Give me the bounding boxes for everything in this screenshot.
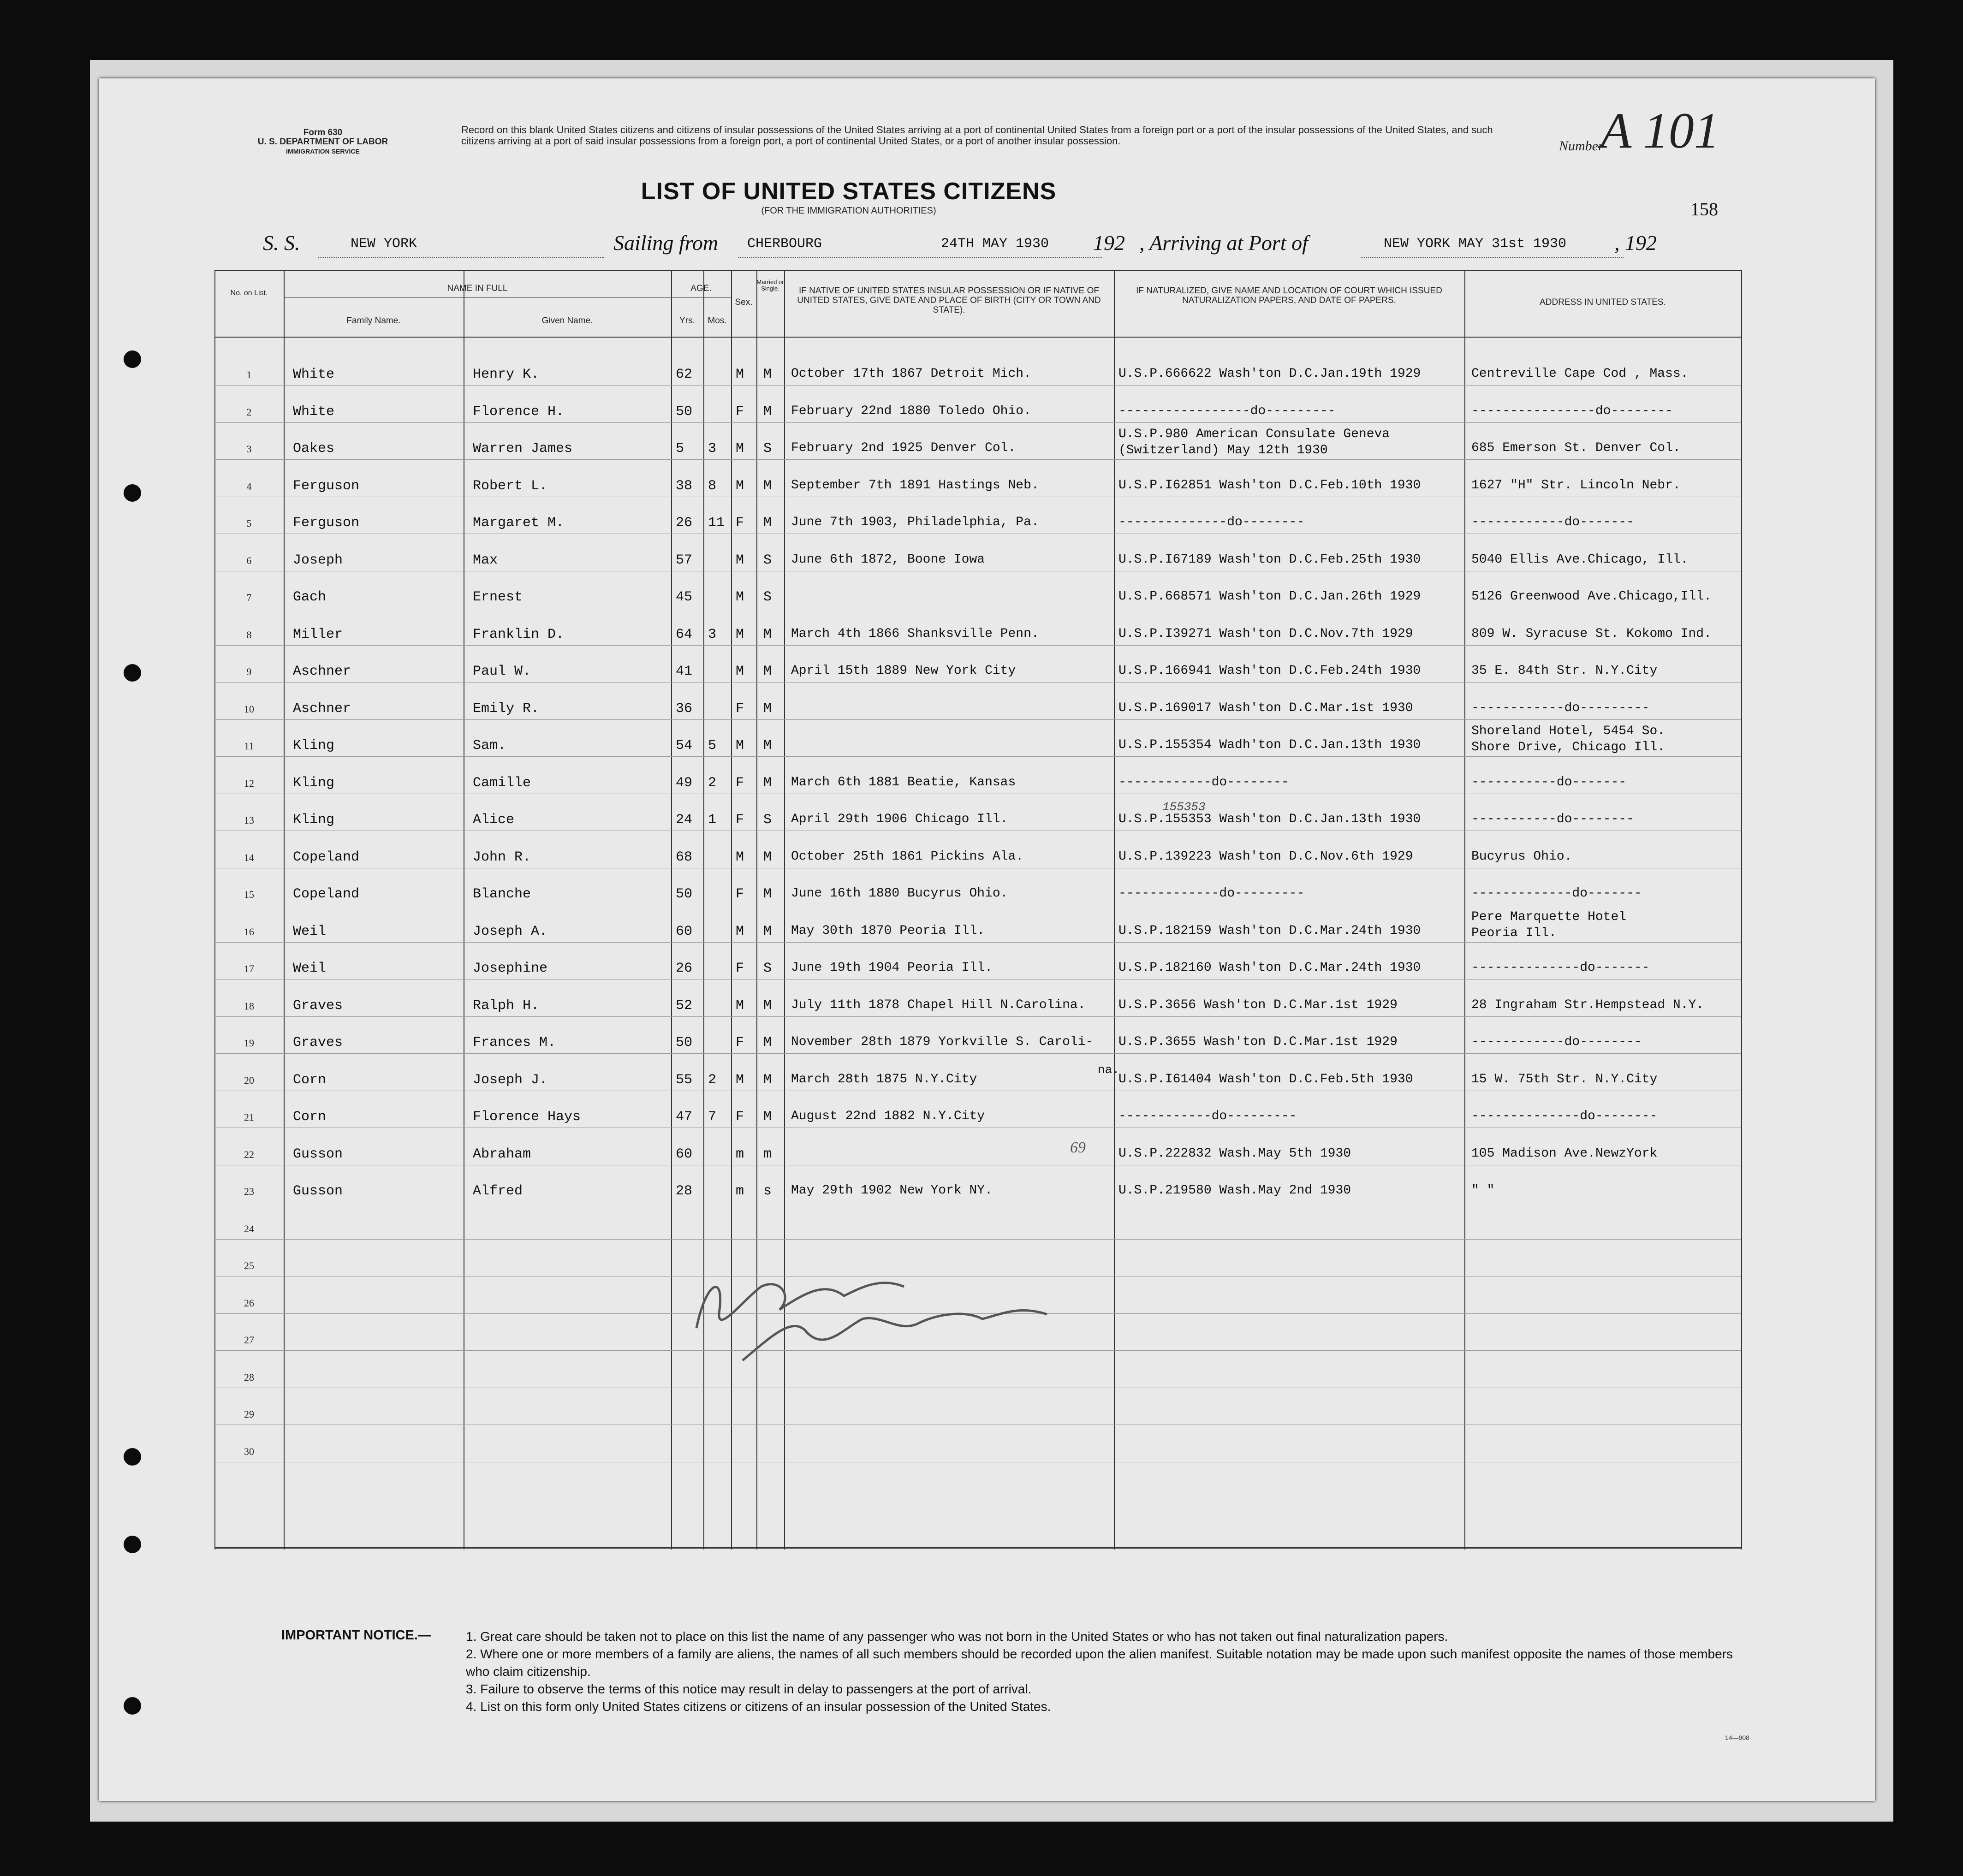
- family-name: Corn: [293, 1072, 327, 1088]
- given-name: Joseph A.: [473, 923, 548, 939]
- age-months: 8: [708, 478, 717, 494]
- naturalization-info-line2: (Switzerland) May 12th 1930: [1118, 443, 1328, 457]
- notice-list: [466, 1628, 1757, 1716]
- age-years: 28: [676, 1183, 693, 1199]
- age-years: 64: [676, 626, 693, 642]
- given-name: Alice: [473, 812, 515, 828]
- col-header-married: Married or Single.: [756, 279, 784, 292]
- row-number: 20: [244, 1074, 254, 1086]
- age-months: 7: [708, 1109, 717, 1125]
- naturalization-info: U.S.P.I39271 Wash'ton D.C.Nov.7th 1929: [1118, 626, 1413, 641]
- ship-name: NEW YORK: [351, 236, 417, 252]
- col-header-no: No. on List.: [230, 289, 268, 297]
- marital-status: M: [763, 849, 772, 865]
- age-years: 60: [676, 1146, 693, 1162]
- binder-hole: [124, 1448, 141, 1466]
- marital-status: S: [763, 552, 772, 568]
- form-code: 14—908: [1725, 1734, 1749, 1741]
- birth-info: February 2nd 1925 Denver Col.: [791, 441, 1016, 455]
- row-number: 14: [244, 851, 254, 863]
- naturalization-info: U.S.P.222832 Wash.May 5th 1930: [1118, 1146, 1351, 1161]
- birth-info: April 29th 1906 Chicago Ill.: [791, 812, 1008, 826]
- marital-status: M: [763, 886, 772, 902]
- marital-status: M: [763, 367, 772, 382]
- row-number: 6: [246, 554, 252, 566]
- given-name: Franklin D.: [473, 626, 565, 642]
- given-name: Sam.: [473, 738, 506, 754]
- family-name: Oakes: [293, 441, 335, 457]
- naturalization-info: -------------do---------: [1118, 886, 1305, 901]
- sex: F: [736, 1109, 744, 1125]
- age-years: 55: [676, 1072, 693, 1088]
- year-suffix-2: , 192: [1614, 231, 1657, 255]
- row-rule: [214, 385, 1741, 386]
- given-name: Joseph J.: [473, 1072, 548, 1088]
- age-group-rule: [671, 297, 731, 298]
- given-name: Camille: [473, 775, 531, 791]
- age-years: 57: [676, 552, 693, 568]
- family-name: Aschner: [293, 701, 351, 717]
- marital-status: M: [763, 664, 772, 679]
- page-subtitle: (FOR THE IMMIGRATION AUTHORITIES): [761, 206, 936, 216]
- notice-item: 1. Great care should be taken not to place on this list the name of any passenger who was not born in the United States or who has not taken out final naturalization papers.: [466, 1629, 1448, 1644]
- given-name: Max: [473, 552, 498, 568]
- department-name: U. S. DEPARTMENT OF LABOR: [257, 137, 388, 147]
- family-name: Miller: [293, 626, 343, 642]
- family-name: Weil: [293, 923, 327, 939]
- given-name: Paul W.: [473, 664, 531, 679]
- birth-info: February 22nd 1880 Toledo Ohio.: [791, 404, 1031, 418]
- address: Centreville Cape Cod , Mass.: [1471, 367, 1689, 381]
- given-name: Alfred: [473, 1183, 523, 1199]
- naturalization-info: ------------do---------: [1118, 1109, 1297, 1123]
- family-name: Joseph: [293, 552, 343, 568]
- row-number: 8: [246, 629, 252, 641]
- name-group-rule: [284, 297, 671, 298]
- naturalization-info: U.S.P.I62851 Wash'ton D.C.Feb.10th 1930: [1118, 478, 1421, 493]
- family-name: Ferguson: [293, 478, 360, 494]
- address: --------------do-------: [1471, 961, 1650, 975]
- sailing-underline: [738, 256, 1102, 258]
- col-header-yrs: Yrs.: [679, 316, 695, 326]
- marital-status: S: [763, 812, 772, 828]
- list-number: A 101: [1600, 102, 1719, 159]
- row-number: 5: [246, 517, 252, 529]
- age-years: 38: [676, 478, 693, 494]
- marital-status: M: [763, 997, 772, 1014]
- naturalization-info: U.S.P.139223 Wash'ton D.C.Nov.6th 1929: [1118, 849, 1413, 864]
- row-number: 24: [244, 1223, 254, 1235]
- row-number: 3: [246, 443, 252, 455]
- birth-info: October 25th 1861 Pickins Ala.: [791, 849, 1024, 864]
- marital-status: s: [763, 1183, 772, 1199]
- address: Pere Marquette Hotel: [1471, 909, 1627, 924]
- address: 1627 "H" Str. Lincoln Nebr.: [1471, 478, 1681, 493]
- marital-status: S: [763, 961, 772, 976]
- binder-hole: [124, 1536, 141, 1553]
- margin-note: 69: [1070, 1139, 1086, 1156]
- given-name: Florence H.: [473, 404, 565, 420]
- sex: M: [736, 478, 744, 494]
- number-correction: 155353: [1162, 800, 1206, 814]
- address: --------------do--------: [1471, 1109, 1658, 1123]
- number-label: Number: [1559, 138, 1604, 154]
- address: 28 Ingraham Str.Hempstead N.Y.: [1471, 997, 1704, 1012]
- notice-heading: IMPORTANT NOTICE.—: [281, 1628, 431, 1643]
- address: -----------do--------: [1471, 812, 1634, 826]
- marital-status: M: [763, 404, 772, 420]
- binder-hole: [124, 1697, 141, 1715]
- sex: F: [736, 515, 744, 531]
- marital-status: M: [763, 701, 772, 717]
- binder-hole: [124, 484, 141, 502]
- sex: F: [736, 404, 744, 420]
- sex: F: [736, 701, 744, 717]
- row-number: 29: [244, 1408, 254, 1420]
- sex: M: [736, 626, 744, 642]
- row-number: 18: [244, 1000, 254, 1012]
- family-name: White: [293, 367, 335, 382]
- row-rule: [214, 1053, 1741, 1054]
- given-name: Frances M.: [473, 1035, 556, 1051]
- address: 809 W. Syracuse St. Kokomo Ind.: [1471, 626, 1712, 641]
- age-years: 49: [676, 775, 693, 791]
- family-name: Graves: [293, 997, 343, 1014]
- family-name: Corn: [293, 1109, 327, 1125]
- row-number: 17: [244, 963, 254, 974]
- age-months: 3: [708, 626, 717, 642]
- row-rule: [214, 1239, 1741, 1240]
- port-from: CHERBOURG: [747, 236, 822, 252]
- given-name: Florence Hays: [473, 1109, 581, 1125]
- sex: m: [736, 1146, 744, 1162]
- birth-info: June 7th 1903, Philadelphia, Pa.: [791, 515, 1039, 529]
- age-months: 2: [708, 1072, 717, 1088]
- row-number: 30: [244, 1445, 254, 1457]
- birth-info: July 11th 1878 Chapel Hill N.Carolina.: [791, 997, 1086, 1012]
- row-rule: [214, 1016, 1741, 1017]
- sex: M: [736, 738, 744, 754]
- address: 685 Emerson St. Denver Col.: [1471, 441, 1681, 455]
- naturalization-info: U.S.P.3655 Wash'ton D.C.Mar.1st 1929: [1118, 1035, 1398, 1049]
- given-name: Ralph H.: [473, 997, 540, 1014]
- marital-status: M: [763, 1035, 772, 1051]
- sail-date: 24TH MAY 1930: [941, 236, 1049, 252]
- sex: F: [736, 775, 744, 791]
- birth-info: April 15th 1889 New York City: [791, 664, 1016, 678]
- family-name: White: [293, 404, 335, 420]
- birth-info: June 6th 1872, Boone Iowa: [791, 552, 985, 567]
- naturalization-info: U.S.P.166941 Wash'ton D.C.Feb.24th 1930: [1118, 664, 1421, 678]
- family-name: Weil: [293, 961, 327, 976]
- row-number: 22: [244, 1148, 254, 1160]
- sex: F: [736, 1035, 744, 1051]
- age-years: 62: [676, 367, 693, 382]
- address-line2: Shore Drive, Chicago Ill.: [1471, 740, 1666, 754]
- given-name: Warren James: [473, 441, 573, 457]
- col-divider: [671, 270, 672, 1549]
- address: " ": [1471, 1183, 1495, 1198]
- row-rule: [214, 756, 1741, 757]
- naturalization-info: --------------do--------: [1118, 515, 1305, 529]
- family-name: Gach: [293, 589, 327, 605]
- naturalization-info: U.S.P.980 American Consulate Geneva: [1118, 427, 1390, 441]
- address: -----------do-------: [1471, 775, 1627, 790]
- address: 15 W. 75th Str. N.Y.City: [1471, 1072, 1658, 1086]
- given-name: Abraham: [473, 1146, 531, 1162]
- row-number: 7: [246, 592, 252, 603]
- birth-info: March 28th 1875 N.Y.City: [791, 1072, 977, 1086]
- family-name: Kling: [293, 812, 335, 828]
- col-divider: [214, 270, 215, 1549]
- marital-status: M: [763, 738, 772, 754]
- naturalization-info: U.S.P.182160 Wash'ton D.C.Mar.24th 1930: [1118, 961, 1421, 975]
- address: 35 E. 84th Str. N.Y.City: [1471, 664, 1658, 678]
- naturalization-info: U.S.P.666622 Wash'ton D.C.Jan.19th 1929: [1118, 367, 1421, 381]
- birth-info: May 29th 1902 New York NY.: [791, 1183, 993, 1198]
- naturalization-info: U.S.P.169017 Wash'ton D.C.Mar.1st 1930: [1118, 701, 1413, 715]
- age-years: 50: [676, 1035, 693, 1051]
- age-years: 45: [676, 589, 693, 605]
- sex: M: [736, 367, 744, 382]
- table-top-border: [214, 270, 1741, 271]
- binder-hole: [1939, 1526, 1957, 1544]
- naturalization-info: ------------do--------: [1118, 775, 1289, 790]
- sex: M: [736, 1072, 744, 1088]
- naturalization-info: U.S.P.668571 Wash'ton D.C.Jan.26th 1929: [1118, 589, 1421, 604]
- col-divider: [1464, 270, 1465, 1549]
- age-years: 60: [676, 923, 693, 939]
- col-header-sex: Sex.: [735, 297, 753, 307]
- col-header-mos: Mos.: [708, 316, 727, 326]
- notice-item: 2. Where one or more members of a family are aliens, the names of all such members should be recorded upon the alien manifest. Suitable notation may be made upon such manifest opposite the names of those members who claim citizenship.: [466, 1647, 1733, 1679]
- col-header-family: Family Name.: [346, 316, 401, 326]
- row-number: 26: [244, 1297, 254, 1309]
- marital-status: S: [763, 589, 772, 605]
- given-name: Henry K.: [473, 367, 540, 382]
- row-number: 4: [246, 480, 252, 492]
- ship-underline: [318, 256, 604, 258]
- address: Bucyrus Ohio.: [1471, 849, 1572, 864]
- row-number: 25: [244, 1260, 254, 1271]
- family-name: Kling: [293, 775, 335, 791]
- row-number: 27: [244, 1334, 254, 1346]
- row-rule: [214, 422, 1741, 423]
- age-months: 2: [708, 775, 717, 791]
- marital-status: M: [763, 775, 772, 791]
- row-number: 10: [244, 703, 254, 715]
- row-rule: [214, 719, 1741, 720]
- col-header-given: Given Name.: [541, 316, 593, 326]
- age-years: 24: [676, 812, 693, 828]
- age-years: 36: [676, 701, 693, 717]
- naturalization-info: U.S.P.155354 Wadh'ton D.C.Jan.13th 1930: [1118, 738, 1421, 752]
- sex: F: [736, 886, 744, 902]
- inspector-signature: [687, 1245, 1065, 1365]
- page-title: LIST OF UNITED STATES CITIZENS: [641, 178, 1057, 205]
- header-bottom-border: [214, 337, 1741, 338]
- marital-status: M: [763, 1072, 772, 1088]
- marital-status: S: [763, 441, 772, 457]
- address: Shoreland Hotel, 5454 So.: [1471, 724, 1666, 738]
- given-name: John R.: [473, 849, 531, 865]
- row-number: 12: [244, 777, 254, 789]
- row-number: 28: [244, 1371, 254, 1383]
- col-divider: [284, 270, 285, 1549]
- naturalization-info: U.S.P.3656 Wash'ton D.C.Mar.1st 1929: [1118, 997, 1398, 1012]
- address: -------------do-------: [1471, 886, 1642, 901]
- family-name: Kling: [293, 738, 335, 754]
- naturalization-info: U.S.P.155353 Wash'ton D.C.Jan.13th 1930: [1118, 812, 1421, 826]
- notice-item: 3. Failure to observe the terms of this notice may result in delay to passengers at the port of arrival.: [466, 1682, 1032, 1696]
- age-years: 50: [676, 404, 693, 420]
- birth-info: March 6th 1881 Beatie, Kansas: [791, 775, 1016, 790]
- family-name: Gusson: [293, 1146, 343, 1162]
- birth-info: September 7th 1891 Hastings Neb.: [791, 478, 1039, 493]
- address-line2: Peoria Ill.: [1471, 926, 1557, 940]
- address: 5126 Greenwood Ave.Chicago,Ill.: [1471, 589, 1712, 604]
- naturalization-info: U.S.P.I61404 Wash'ton D.C.Feb.5th 1930: [1118, 1072, 1413, 1086]
- arriving-underline: [1361, 256, 1624, 258]
- ss-label: S. S.: [263, 231, 300, 255]
- record-instructions: Record on this blank United States citizens and citizens of insular possessions of the United States arriving at a port of continental United States from a foreign port or a port of the insular possessions of the United States, and such citizens arriving at a port of said insular possessions from a foreign port, a port of continental United States, or a port of another insular possession.: [461, 124, 1493, 147]
- sex: M: [736, 849, 744, 865]
- birth-info: March 4th 1866 Shanksville Penn.: [791, 626, 1039, 641]
- sex: F: [736, 812, 744, 828]
- family-name: Aschner: [293, 664, 351, 679]
- form-number: Form 630: [303, 128, 343, 137]
- marital-status: M: [763, 478, 772, 494]
- age-years: 5: [676, 441, 684, 457]
- year-suffix-1: 192: [1093, 231, 1125, 255]
- sailing-label: Sailing from: [613, 231, 719, 255]
- birth-info: October 17th 1867 Detroit Mich.: [791, 367, 1031, 381]
- age-years: 54: [676, 738, 693, 754]
- birth-info: May 30th 1870 Peoria Ill.: [791, 923, 985, 938]
- page-number: 158: [1690, 199, 1718, 220]
- address: ----------------do--------: [1471, 404, 1673, 418]
- binder-hole: [124, 350, 141, 368]
- age-months: 5: [708, 738, 717, 754]
- col-header-naturalized: IF NATURALIZED, GIVE NAME AND LOCATION OF COURT WHICH ISSUED NATURALIZATION PAPERS, AND DATE OF PAPERS.: [1136, 286, 1442, 305]
- col-divider: [1114, 270, 1115, 1549]
- naturalization-info: U.S.P.I67189 Wash'ton D.C.Feb.25th 1930: [1118, 552, 1421, 567]
- marital-status: M: [763, 515, 772, 531]
- marital-status: M: [763, 626, 772, 642]
- arriving-label: , Arriving at Port of: [1139, 231, 1308, 255]
- age-months: 11: [708, 515, 725, 531]
- address: 105 Madison Ave.NewzYork: [1471, 1146, 1658, 1161]
- given-name: Margaret M.: [473, 515, 565, 531]
- given-name: Emily R.: [473, 701, 540, 717]
- age-months: 1: [708, 812, 717, 828]
- na-suffix: na.: [1098, 1063, 1119, 1077]
- birth-info: November 28th 1879 Yorkville S. Caroli-: [791, 1035, 1094, 1049]
- row-rule: [214, 942, 1741, 943]
- col-header-birth: IF NATIVE OF UNITED STATES INSULAR POSSESSION OR IF NATIVE OF UNITED STATES, GIVE DATE AND PLACE OF BIRTH (CITY OR TOWN AND STATE).: [797, 286, 1101, 315]
- row-number: 9: [246, 666, 252, 677]
- row-number: 16: [244, 926, 254, 938]
- row-rule: [214, 682, 1741, 683]
- address: ------------do-------: [1471, 515, 1634, 529]
- family-name: Copeland: [293, 849, 360, 865]
- given-name: Robert L.: [473, 478, 548, 494]
- sex: M: [736, 552, 744, 568]
- marital-status: M: [763, 923, 772, 939]
- row-rule: [214, 979, 1741, 980]
- given-name: Blanche: [473, 886, 531, 902]
- age-years: 50: [676, 886, 693, 902]
- marital-status: M: [763, 1109, 772, 1125]
- age-years: 47: [676, 1109, 693, 1125]
- col-divider: [1741, 270, 1742, 1549]
- row-number: 23: [244, 1186, 254, 1197]
- binder-hole: [124, 664, 141, 682]
- row-number: 19: [244, 1037, 254, 1049]
- family-name: Graves: [293, 1035, 343, 1051]
- row-rule: [214, 645, 1741, 646]
- binder-hole: [1939, 1443, 1957, 1461]
- family-name: Copeland: [293, 886, 360, 902]
- col-header-age: AGE.: [690, 284, 712, 293]
- sex: M: [736, 441, 744, 457]
- birth-info: June 16th 1880 Bucyrus Ohio.: [791, 886, 1008, 901]
- age-years: 26: [676, 961, 693, 976]
- given-name: Ernest: [473, 589, 523, 605]
- col-header-name-group: NAME IN FULL: [447, 284, 508, 293]
- address: ------------do---------: [1471, 701, 1650, 715]
- row-number: 15: [244, 889, 254, 900]
- table-bottom-border: [214, 1547, 1741, 1549]
- form-header: [235, 128, 410, 156]
- address: 5040 Ellis Ave.Chicago, Ill.: [1471, 552, 1689, 567]
- age-years: 52: [676, 997, 693, 1014]
- age-months: 3: [708, 441, 717, 457]
- row-number: 11: [244, 740, 254, 752]
- sex: M: [736, 589, 744, 605]
- sex: M: [736, 664, 744, 679]
- naturalization-info: U.S.P.219580 Wash.May 2nd 1930: [1118, 1183, 1351, 1198]
- sex: F: [736, 961, 744, 976]
- row-number: 21: [244, 1111, 254, 1123]
- naturalization-info: -----------------do---------: [1118, 404, 1336, 418]
- address: ------------do--------: [1471, 1035, 1642, 1049]
- given-name: Josephine: [473, 961, 548, 976]
- row-number: 13: [244, 814, 254, 826]
- sex: m: [736, 1183, 744, 1199]
- naturalization-info: U.S.P.182159 Wash'ton D.C.Mar.24th 1930: [1118, 923, 1421, 938]
- age-years: 26: [676, 515, 693, 531]
- col-header-address: ADDRESS IN UNITED STATES.: [1540, 297, 1666, 307]
- port-to: NEW YORK MAY 31st 1930: [1384, 236, 1567, 252]
- row-number: 1: [246, 369, 252, 380]
- family-name: Ferguson: [293, 515, 360, 531]
- birth-info: August 22nd 1882 N.Y.City: [791, 1109, 985, 1123]
- age-years: 41: [676, 664, 693, 679]
- notice-item: 4. List on this form only United States citizens or citizens of an insular possession of the United States.: [466, 1699, 1051, 1714]
- age-years: 68: [676, 849, 693, 865]
- service-name: IMMIGRATION SERVICE: [286, 148, 360, 155]
- row-rule: [214, 459, 1741, 460]
- sex: M: [736, 997, 744, 1014]
- birth-info: June 19th 1904 Peoria Ill.: [791, 961, 993, 975]
- marital-status: m: [763, 1146, 772, 1162]
- family-name: Gusson: [293, 1183, 343, 1199]
- row-number: 2: [246, 406, 252, 418]
- sex: M: [736, 923, 744, 939]
